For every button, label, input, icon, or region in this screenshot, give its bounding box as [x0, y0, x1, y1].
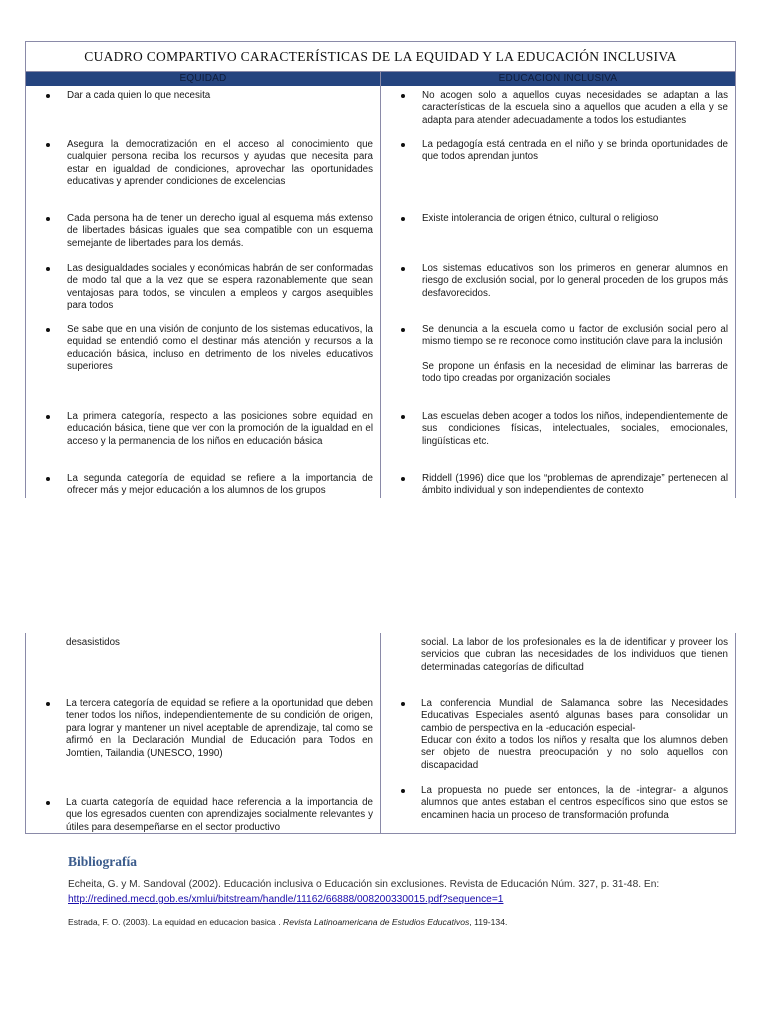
bullet-icon — [401, 328, 405, 332]
comparison-table-page1 — [25, 41, 736, 498]
comparison-table-page2 — [25, 633, 736, 834]
bullet-icon — [46, 267, 50, 271]
bibliography-heading: Bibliografía — [68, 854, 138, 869]
header-equidad: EQUIDAD — [26, 72, 381, 86]
bullet-icon — [46, 94, 50, 98]
table-body — [26, 86, 735, 498]
column-educacion-inclusiva-continued: social. La labor de los profesionales es la de identificar y proveer los servicios que cubran las necesidades de los individuos que tienen determinadas categorías de dificultad La conferencia Mundial de Salamanca sobre las Necesidades Educativas Especiales asentó algunas bases para consolidar un cambio de perspectiva en la -educación especial- Educar con éxito a todos los niños y resalta que los alumnos deben ser objeto de nuestra preocupación y no solo aquellos con discapacidad La propuesta no puede ser entonces, la de -integrar- a algunos alumnos que antes estaban el centros específicos sino que estos se encaminen hacia un proceso de transformación profunda — [381, 633, 735, 833]
bullet-icon — [46, 328, 50, 332]
bullet-icon — [46, 143, 50, 147]
bullet-icon — [401, 267, 405, 271]
header-educacion-inclusiva: EDUCACION INCLUSIVA — [498, 73, 618, 84]
reference-2-text: Estrada, F. O. (2003). La equidad en educacion basica . — [68, 917, 281, 927]
bullet-icon — [401, 415, 405, 419]
column-equidad: Dar a cada quien lo que necesita Asegura la democratización en el acceso al conocimiento que cualquier persona reciba los recursos y ayudas que necesita para estar en igualdad de condiciones, aprovechar las oportunidades educativas y aprender condiciones de excelencias Cada persona ha de tener un derecho igual al esquema más extenso de libertades básicas iguales que sea compatible con un esquema semejante de libertades para los demás. Las desigualdades sociales y económicas habrán de ser conformadas de modo tal que a la vez que se espera razonablemente que sean ventajosas para todos, se vinculen a empleos y cargos asequibles para todos Se sabe que en una visión de conjunto de los sistemas educativos, la equidad se entendió como el destinar más atención y recursos a la educación básica, incluso en detrimento de los niveles educativos superiores La primera categoría, respecto a las posiciones sobre equidad en educación básica, tiene que ver con la promoción de la igualdad en el acceso y la permanencia de los niños en educación básica La segunda categoría de equidad se refiere a la importancia de ofrecer más y mejor educación a los alumnos de los grupos — [26, 86, 381, 498]
bullet-icon — [46, 415, 50, 419]
bullet-icon — [401, 94, 405, 98]
bullet-icon — [401, 477, 405, 481]
reference-1-link[interactable]: http://redined.mecd.gob.es/xmlui/bitstream/handle/11162/66888/008200330015.pdf?sequence=1 — [68, 894, 504, 905]
bullet-icon — [401, 789, 405, 793]
table-header-row — [26, 72, 735, 86]
column-equidad-continued: desasistidos La tercera categoría de equidad se refiere a la oportunidad que deben tener todos los niños, independientemente de su condición de origen, para lograr y mantener un nivel aceptable de aprendizaje, tal como se afirmó en la Declaración Mundial de Educación para Todos en Jomtien, Tailandia (UNESCO, 1990) La cuarta categoría de equidad hace referencia a la importancia de que los egresados cuenten con aprendizajes socialmente relevantes y útiles para desempeñarse en el sector productivo — [26, 633, 381, 833]
table-title: CUADRO COMPARTIVO CARACTERÍSTICAS DE LA EQUIDAD Y LA EDUCACIÓN INCLUSIVA — [26, 42, 735, 72]
bullet-icon — [46, 217, 50, 221]
reference-1 — [68, 877, 728, 907]
reference-2 — [68, 917, 728, 927]
bullet-icon — [401, 217, 405, 221]
reference-2-journal: Revista Latinoamericana de Estudios Educativos — [282, 917, 470, 927]
bullet-icon — [401, 143, 405, 147]
bullet-icon — [401, 702, 405, 706]
reference-2-pages: , 119-134. — [469, 917, 508, 927]
bibliography — [68, 854, 728, 927]
table-body-continued — [26, 633, 735, 833]
reference-1-text: Echeita, G. y M. Sandoval (2002). Educación inclusiva o Educación sin exclusiones. Revista de Educación Núm. 327, p. 31-48. En: — [68, 879, 660, 890]
bullet-icon — [46, 801, 50, 805]
bullet-icon — [46, 702, 50, 706]
column-educacion-inclusiva: No acogen solo a aquellos cuyas necesidades se adaptan a las características de la escuela sino a aquellos que acuden a ella y se adapta para atender adecuadamente a todos los estudiantes La pedagogía está centrada en el niño y se brinda oportunidades de que todos aprendan juntos Existe intolerancia de origen étnico, cultural o religioso Los sistemas educativos son los primeros en generar alumnos en riesgo de exclusión social, por lo general proceden de los grupos más desfavorecidos. Se denuncia a la escuela como u factor de exclusión social pero al mismo tiempo se re reconoce como institución clave para la inclusión Se propone un énfasis en la necesidad de eliminar las barreras de todo tipo creadas por organización sociales Las escuelas deben acoger a todos los niños, independientemente de sus condiciones físicas, intelectuales, sociales, emocionales, lingüísticas etc. Riddell (1996) dice que los “problemas de aprendizaje” pertenecen al ámbito individual y son independientes de contexto — [381, 86, 735, 498]
bullet-icon — [46, 477, 50, 481]
